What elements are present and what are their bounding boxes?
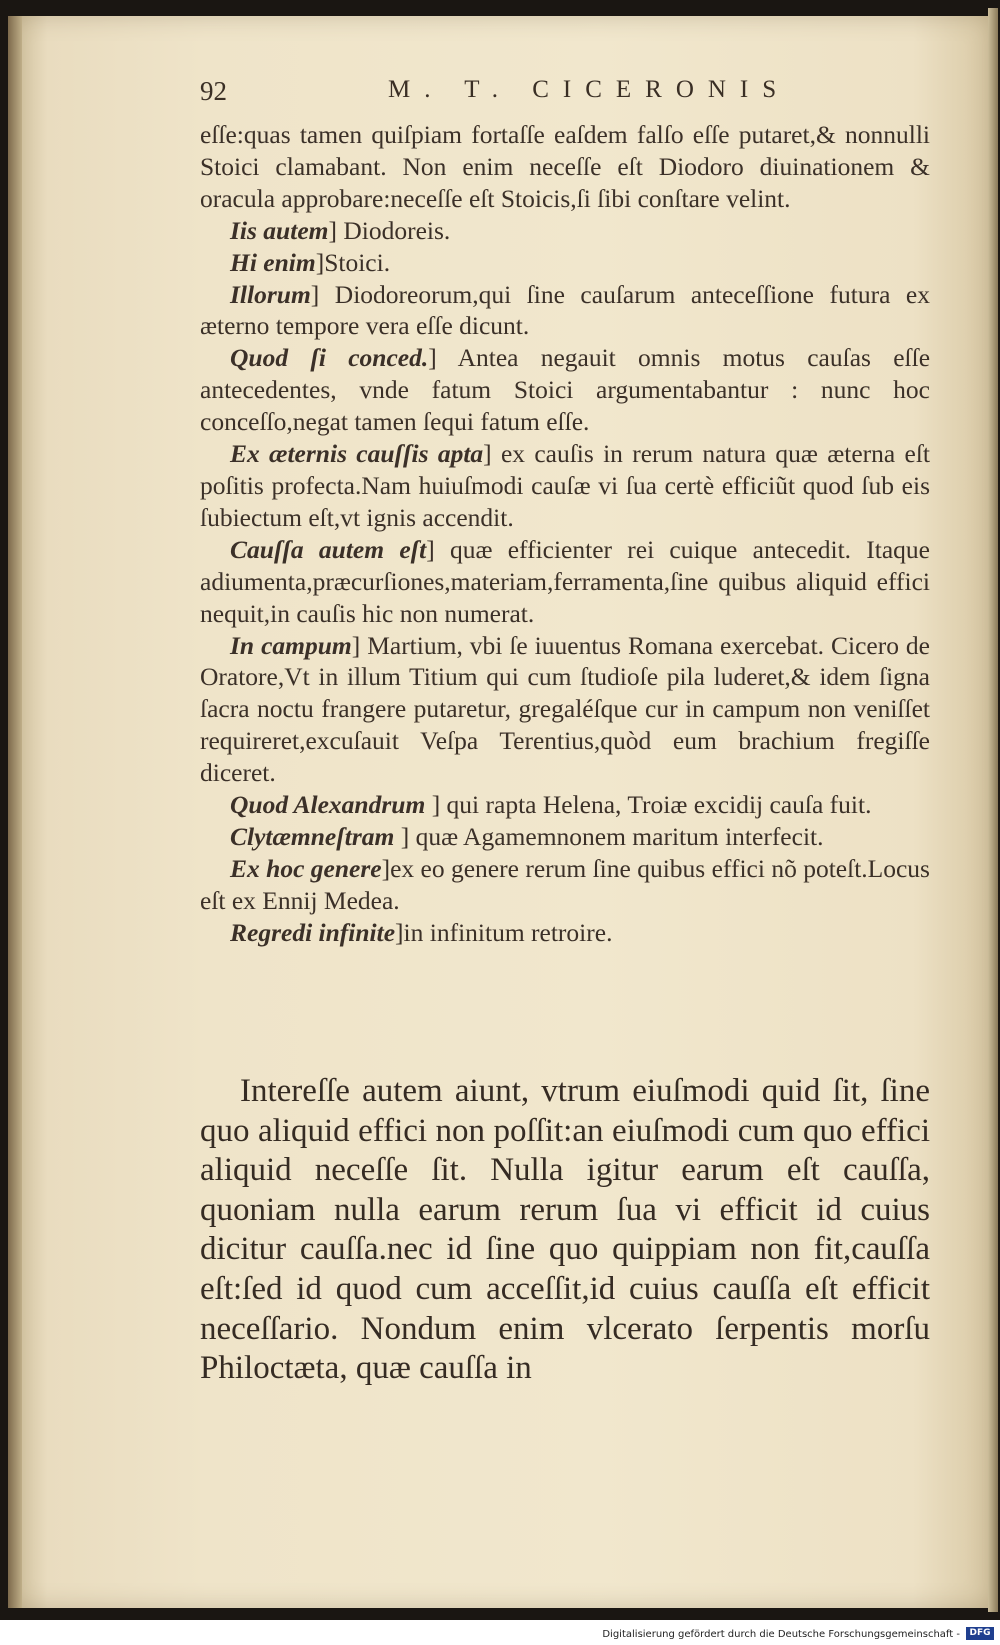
commentary-note — [200, 630, 930, 790]
note-text: ]in infinitum retroire. — [395, 917, 613, 947]
commentary-note — [200, 853, 930, 917]
note-text: ]ex eo genere rerum ſine quibus effici nõ poteſt.Locus eſt ex Ennij Medea. — [200, 853, 930, 915]
note-text: ] Diodoreorum,qui ſine cauſarum anteceſſione futura ex æterno tempore vera eſſe dicunt. — [200, 279, 930, 341]
commentary-block — [200, 119, 930, 949]
dfg-logo: DFG — [966, 1627, 994, 1640]
lemma: In campum — [230, 630, 352, 660]
note-text: ] Antea negauit omnis motus cauſas eſſe antecedentes, vnde fatum Stoici argumentabantur : nunc hoc conceſſo,negat tamen ſequi fatum eſſe. — [200, 343, 931, 437]
page-gutter-edge — [8, 16, 22, 1608]
digitization-credit: Digitalisierung gefördert durch die Deutsche Forschungsgemeinschaft - — [602, 1629, 960, 1640]
lemma: Illorum — [230, 279, 311, 309]
lemma: Ex hoc genere — [230, 853, 382, 883]
commentary-note — [200, 342, 930, 438]
lemma: Quod ſi conced. — [230, 343, 429, 373]
lemma: Quod Alexandrum — [230, 790, 426, 820]
note-text: ] qui rapta Helena, Troiæ excidij cauſa fuit. — [425, 790, 872, 820]
commentary-text: eſſe:quas tamen quiſpiam fortaſſe eaſdem falſo eſſe putaret,& nonnulli Stoici clamabant. Non enim neceſſe eſt Diodoro diuinationem & oracula approbare:neceſſe eſt Stoicis,ſi ſibi conſtare velint. — [200, 120, 930, 213]
commentary-note — [200, 534, 930, 630]
lemma: Clytæmneſtram — [230, 821, 395, 851]
note-text: ] quæ Agamemnonem maritum interfecit. — [394, 821, 824, 851]
lemma: Hi enim — [230, 247, 316, 277]
commentary-note — [200, 917, 930, 949]
commentary-paragraph — [200, 119, 930, 215]
commentary-note — [200, 215, 930, 247]
commentary-note — [200, 821, 930, 853]
commentary-note — [200, 247, 930, 279]
lemma: Iis autem — [230, 215, 329, 245]
commentary-note — [200, 279, 930, 343]
note-text: ]Stoici. — [315, 247, 391, 277]
note-text: ] Diodoreis. — [328, 215, 451, 245]
commentary-note — [200, 789, 930, 821]
note-text: ] quæ efficienter rei cuique antecedit. Itaque adiumenta,præcurſiones,materiam,ferramenta,ſine quibus aliquid effici nequit,in cauſis hic non numerat. — [200, 534, 930, 628]
lemma: Cauſſa autem eſt — [230, 534, 427, 564]
main-paragraph: Intereſſe autem aiunt, vtrum eiuſmodi quid ſit, ſine quo aliquid effici non poſſit:an eiuſmodi cum quo effici aliquid neceſſe ſit. Nulla igitur earum eſt cauſſa, quoniam nulla earum rerum ſua vi efficit id cuius dicitur cauſſa.nec id ſine quo quippiam non fit,cauſſa eſt:ſed id quod cum acceſſit,id cuius cauſſa eſt efficit neceſſario. Nondum enim vlcerato ſerpentis morſu Philoctæta, quæ cauſſa in — [200, 1073, 930, 1387]
page-fore-edge — [988, 8, 998, 1612]
note-text: ] Martium, vbi ſe iuuentus Romana exercebat. Cicero de Oratore,Vt in illum Titium qui cum ſtudioſe pila luderet,& idem ſigna ſacra noctu frangere putaretur, gregaléſque cur in campum non veniſſet requireret,excuſauit Veſpa Terentius,quòd eum brachium fregiſſe diceret. — [200, 630, 930, 788]
commentary-note — [200, 438, 930, 534]
page-number: 92 — [200, 76, 227, 106]
running-head: M. T. CICERONIS — [388, 76, 791, 103]
main-text-block — [200, 1072, 930, 1389]
note-text: ] ex cauſis in rerum natura quæ æterna eſt poſitis profecta.Nam huiuſmodi cauſæ vi ſua certè efficiũt quod ſub eis ſubiectum eſt,vt ignis accendit. — [200, 439, 930, 532]
lemma: Ex æternis cauſſis apta — [230, 439, 484, 469]
lemma: Regredi infinite — [230, 917, 396, 947]
